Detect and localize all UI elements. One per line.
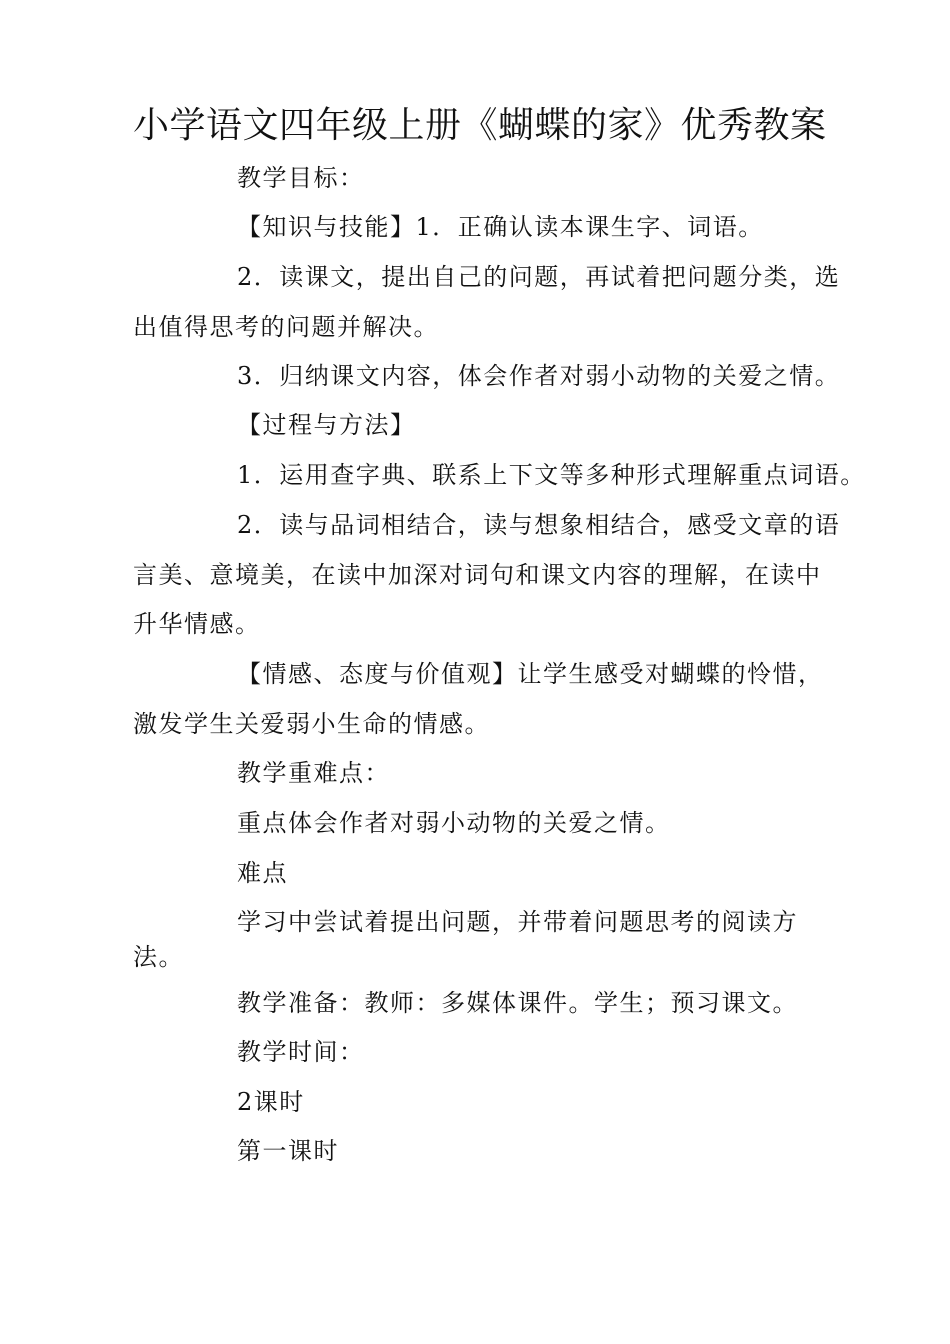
section-heading-teaching-goals: 教学目标： [237,164,365,192]
emotion-attitude-values: 【情感、态度与价值观】让学生感受对蝴蝶的怜惜， [237,660,824,688]
knowledge-skills-item-3: 3．归纳课文内容，体会作者对弱小动物的关爱之情。 [237,362,841,390]
difficult-point-text: 学习中尝试着提出问题，并带着问题思考的阅读方 [237,908,798,936]
emotion-attitude-values-cont: 激发学生关爱弱小生命的情感。 [133,710,490,738]
difficult-point-label: 难点 [237,859,288,887]
teaching-preparation: 教学准备：教师：多媒体课件。学生；预习课文。 [237,989,798,1017]
section-heading-process-method: 【过程与方法】 [237,411,416,439]
document-title: 小学语文四年级上册《蝴蝶的家》优秀教案 [133,105,827,146]
first-lesson-heading: 第一课时 [237,1137,339,1165]
process-method-item-1: 1．运用查字典、联系上下文等多种形式理解重点词语。 [237,461,866,489]
key-point-text: 重点体会作者对弱小动物的关爱之情。 [237,809,671,837]
process-method-item-2: 2．读与品词相结合，读与想象相结合，感受文章的语 [237,511,841,539]
difficult-point-text-cont: 法。 [133,943,184,971]
knowledge-skills-item-2-cont: 出值得思考的问题并解决。 [133,313,439,341]
class-hours: 2课时 [237,1088,305,1116]
section-heading-key-difficult: 教学重难点： [237,759,390,787]
section-heading-teaching-time: 教学时间： [237,1038,365,1066]
process-method-item-2-cont: 言美、意境美，在读中加深对词句和课文内容的理解，在读中 [133,561,822,589]
knowledge-skills-item-2: 2．读课文，提出自己的问题，再试着把问题分类，选 [237,263,841,291]
knowledge-skills-item-1: 【知识与技能】1．正确认读本课生字、词语。 [237,213,764,241]
process-method-item-2-cont-2: 升华情感。 [133,610,261,638]
